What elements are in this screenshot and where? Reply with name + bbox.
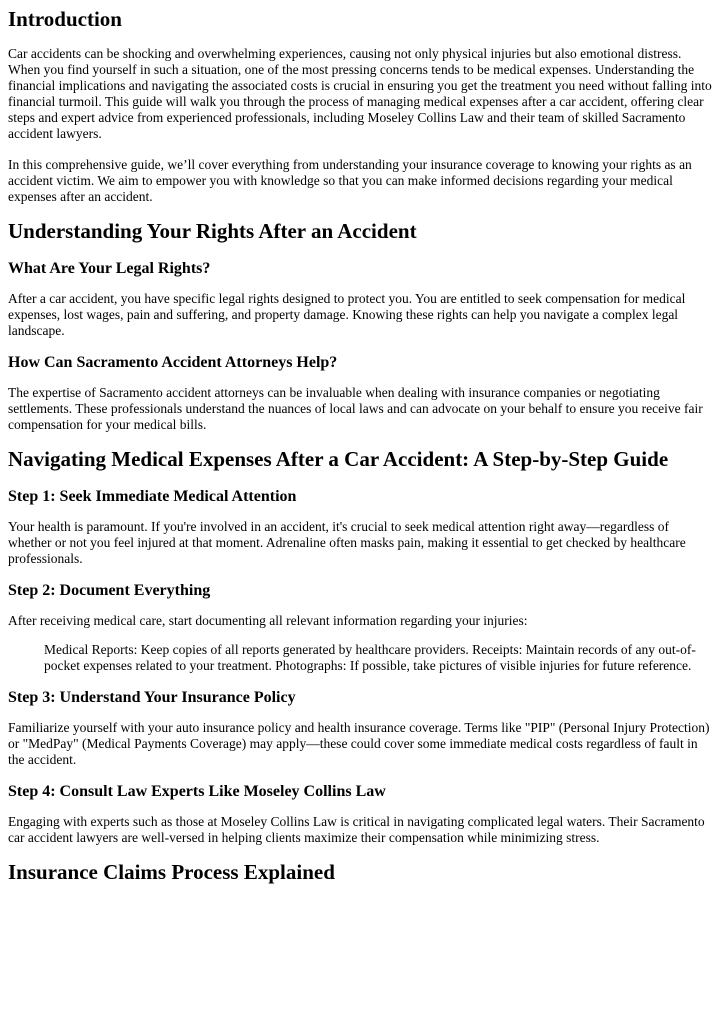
subheading-step-1: Step 1: Seek Immediate Medical Attention [8,488,297,505]
step-4-paragraph: Engaging with experts such as those at Moseley Collins Law is critical in navigating complicated legal waters. Their Sacramento car accident lawyers are well-versed in helping clients maximize their compensation while minimizing stress. [8,814,705,845]
step-2-documentation-list: Medical Reports: Keep copies of all reports generated by healthcare providers. Receipts: Maintain records of any out-of-pocket expenses related to your treatment. Photographs: If possible, take pictures of visible injuries for future reference. [44,642,696,673]
intro-paragraph-2: In this comprehensive guide, we’ll cover everything from understanding your insurance coverage to knowing your rights as an accident victim. We aim to empower you with knowledge so that you can make informed decisions regarding your medical expenses after an accident. [8,157,692,204]
heading-introduction: Introduction [8,7,122,31]
subheading-step-3: Step 3: Understand Your Insurance Policy [8,689,296,706]
subheading-attorneys-help: How Can Sacramento Accident Attorneys Help? [8,354,338,371]
subheading-legal-rights: What Are Your Legal Rights? [8,260,211,277]
heading-understanding-rights: Understanding Your Rights After an Accident [8,219,417,243]
step-1-paragraph: Your health is paramount. If you're involved in an accident, it's crucial to seek medical attention right away—regardless of whether or not you feel injured at that moment. Adrenaline often masks pain, making it essential to get checked by healthcare professionals. [8,519,686,566]
attorneys-help-paragraph: The expertise of Sacramento accident attorneys can be invaluable when dealing with insurance companies or negotiating settlements. These professionals understand the nuances of local laws and can advocate on your behalf to ensure you receive fair compensation for your medical bills. [8,385,703,432]
heading-insurance-claims: Insurance Claims Process Explained [8,860,335,884]
subheading-step-2: Step 2: Document Everything [8,582,211,599]
subheading-step-4: Step 4: Consult Law Experts Like Moseley Collins Law [8,783,386,800]
step-3-paragraph: Familiarize yourself with your auto insurance policy and health insurance coverage. Terms like "PIP" (Personal Injury Protection) or "MedPay" (Medical Payments Coverage) may apply—these could cover some immediate medical costs regardless of fault in the accident. [8,720,710,767]
legal-rights-paragraph: After a car accident, you have specific legal rights designed to protect you. You are entitled to seek compensation for medical expenses, lost wages, pain and suffering, and property damage. Knowing these rights can help you navigate a complex legal landscape. [8,291,686,338]
step-2-paragraph: After receiving medical care, start documenting all relevant information regarding your injuries: [8,613,528,628]
heading-step-by-step-guide: Navigating Medical Expenses After a Car Accident: A Step-by-Step Guide [8,447,669,471]
intro-paragraph-1: Car accidents can be shocking and overwhelming experiences, causing not only physical injuries but also emotional distress. When you find yourself in such a situation, one of the most pressing concerns tends to be medical expenses. Understanding the financial implications and navigating the associated costs is crucial in ensuring you get the treatment you need without falling into financial turmoil. This guide will walk you through the process of managing medical expenses after a car accident, offering clear steps and expert advice from experienced professionals, including Moseley Collins Law and their team of skilled Sacramento accident lawyers. [8,46,712,141]
